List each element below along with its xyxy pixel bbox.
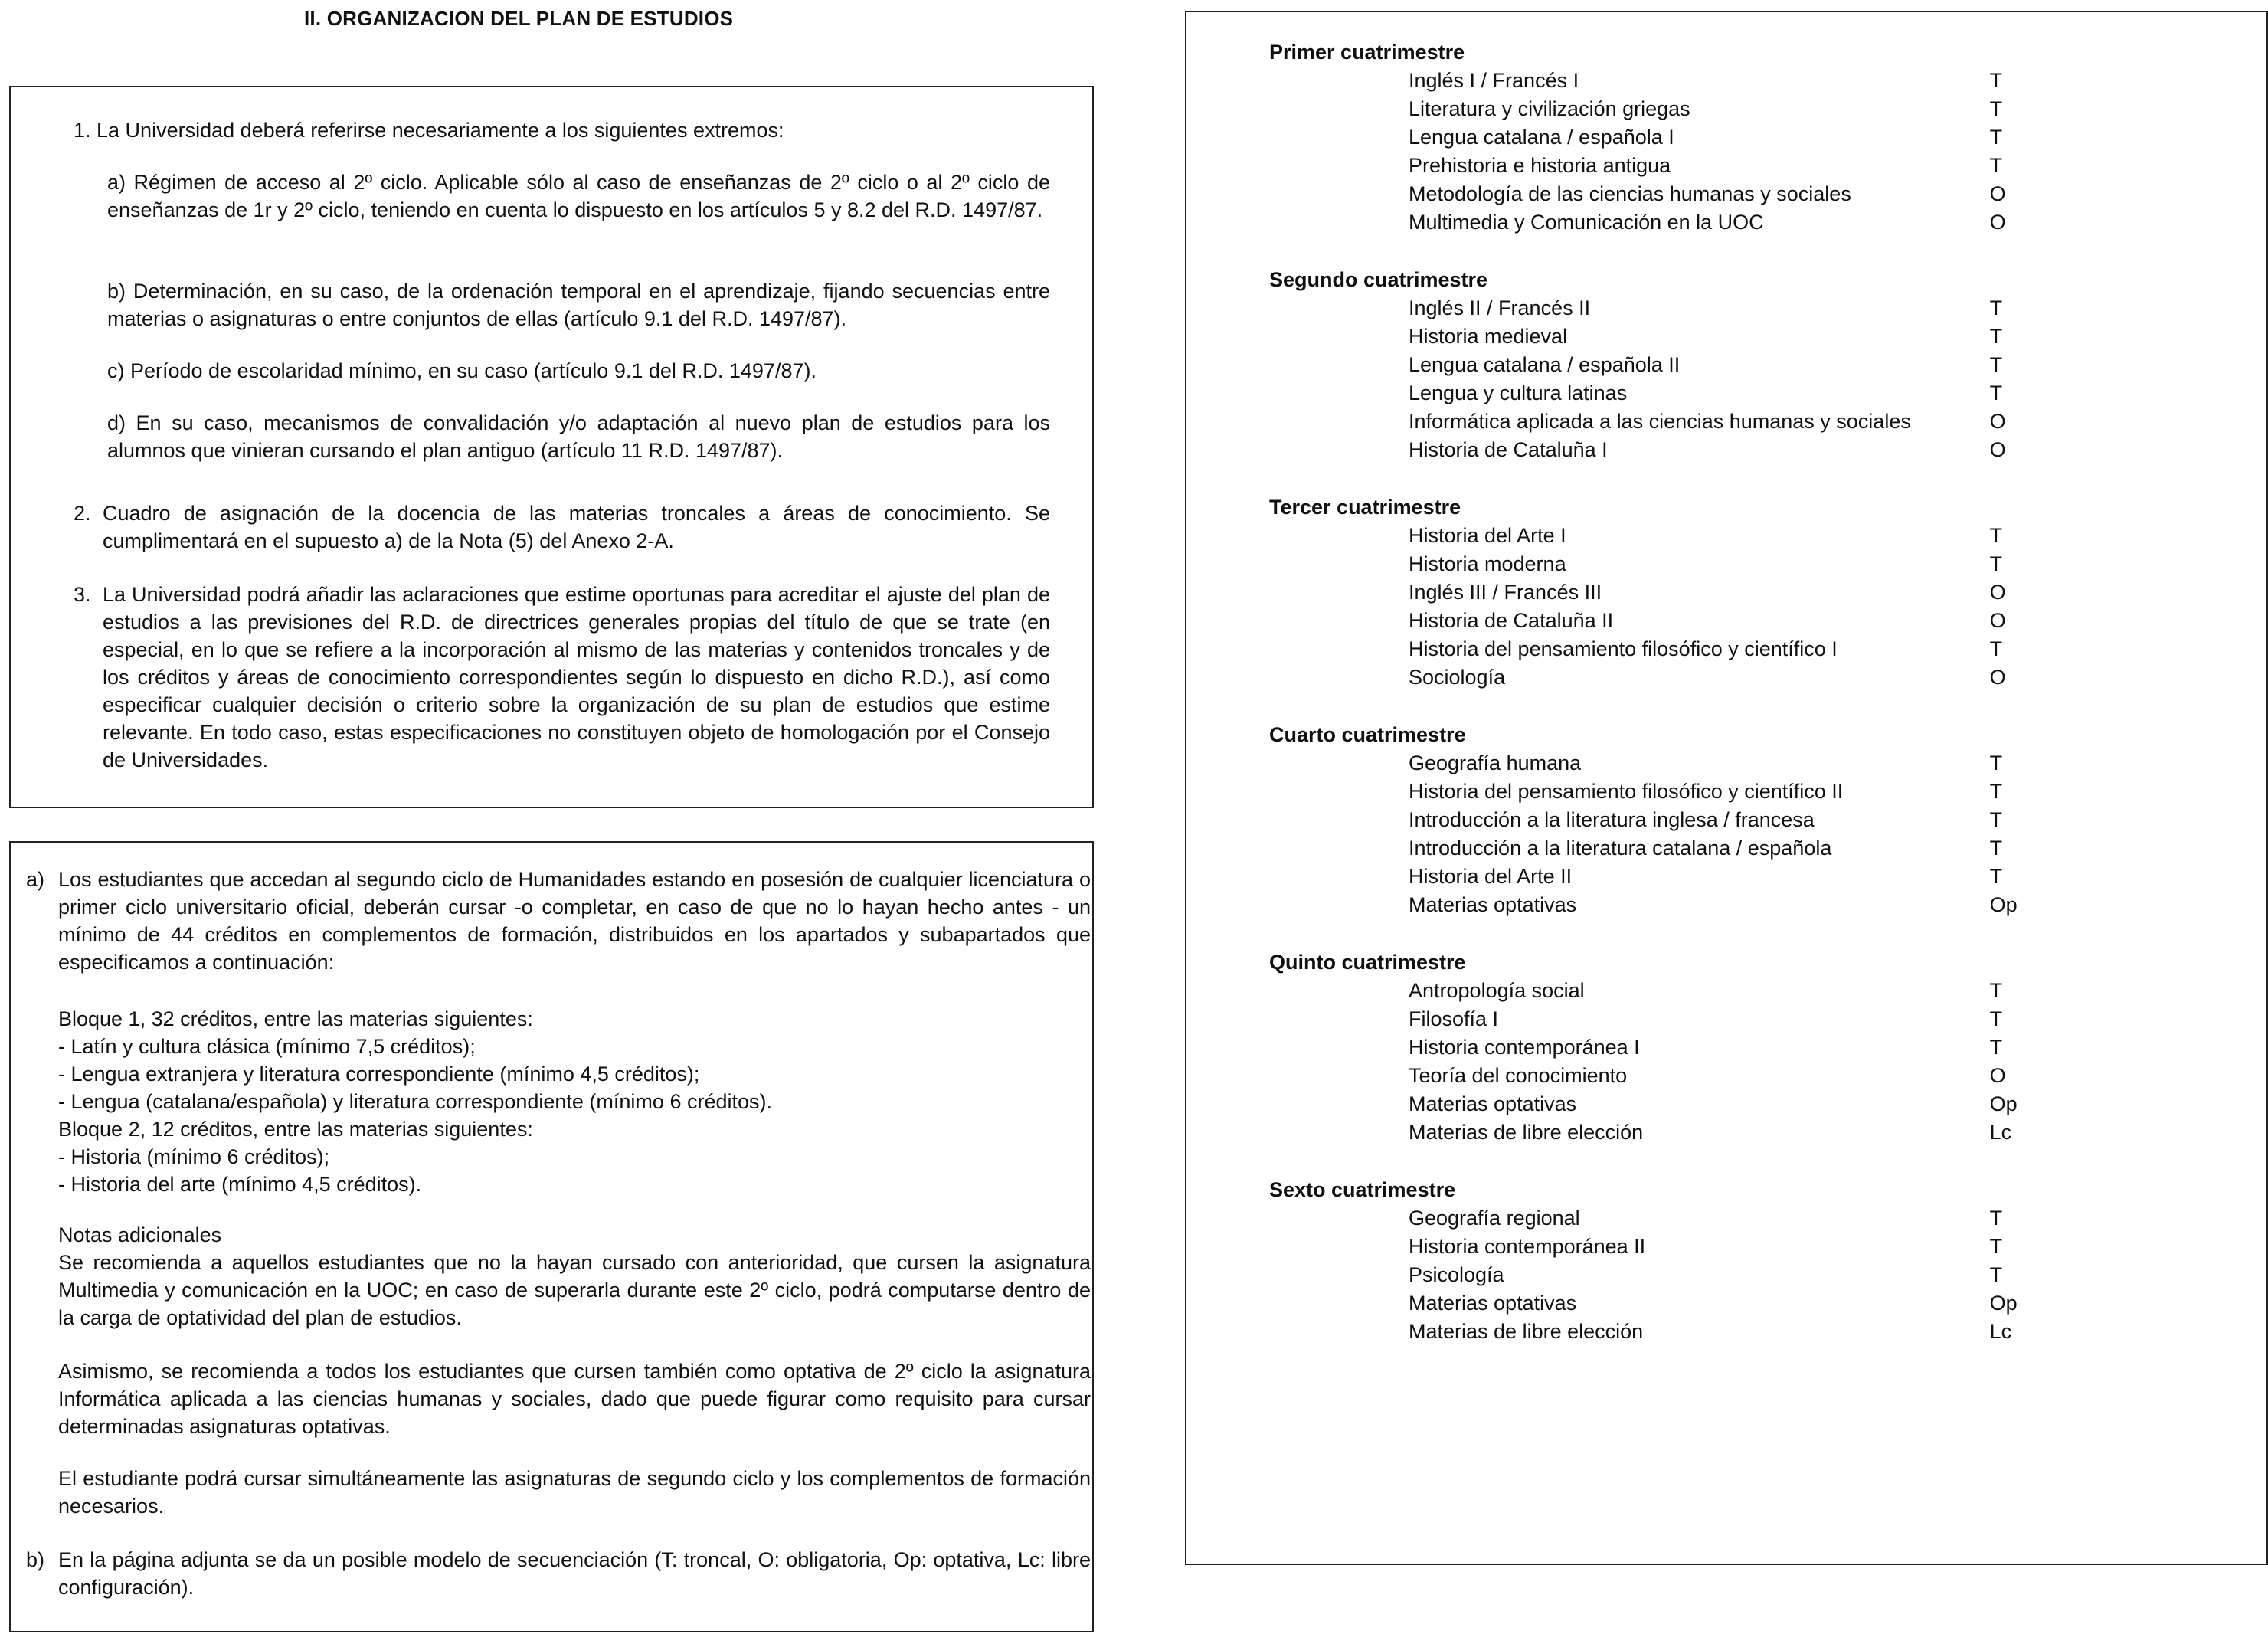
- course-type: T: [1989, 1235, 2003, 1258]
- course-type: O: [1989, 666, 2006, 689]
- semester-group: [1269, 266, 2035, 464]
- course-type: T: [1989, 808, 2003, 831]
- course-name: Geografía regional: [1409, 1207, 1580, 1230]
- course-row: [1269, 550, 2035, 578]
- course-row: [1269, 180, 2035, 208]
- blocks-line: - Historia (mínimo 6 créditos);: [58, 1145, 330, 1168]
- note-a-label: a): [26, 868, 45, 891]
- course-row: [1269, 152, 2035, 180]
- course-name: Lengua catalana / española II: [1409, 353, 1681, 376]
- course-name: Psicología: [1409, 1263, 1504, 1286]
- course-row: [1269, 1062, 2035, 1090]
- course-row: [1269, 663, 2035, 692]
- course-type: Lc: [1989, 1320, 2012, 1343]
- item-3-number: 3.: [74, 583, 91, 606]
- course-type: Op: [1989, 1092, 2018, 1115]
- course-row: [1269, 351, 2035, 379]
- course-row: [1269, 749, 2035, 778]
- course-name: Historia del pensamiento filosófico y científico II: [1409, 780, 1844, 803]
- note-2: Asimismo, se recomienda a todos los estudiantes que cursen también como optativa de 2º ciclo la asignatura Informática aplicada a las ciencias humanas y sociales, dado que puede figurar como requisito para cursar determinadas asignaturas optativas.: [58, 1360, 1091, 1438]
- course-row: [1269, 123, 2035, 152]
- instruction-c: c) Período de escolaridad mínimo, en su caso (artículo 9.1 del R.D. 1497/87).: [107, 359, 817, 382]
- course-row: [1269, 294, 2035, 323]
- course-type: T: [1989, 353, 2003, 376]
- course-type: O: [1989, 410, 2006, 433]
- semester-title: Segundo cuatrimestre: [1269, 268, 1488, 291]
- course-name: Lengua y cultura latinas: [1409, 381, 1628, 404]
- course-name: Literatura y civilización griegas: [1409, 97, 1690, 120]
- semester-title: Primer cuatrimestre: [1269, 41, 1465, 64]
- course-row: [1269, 522, 2035, 550]
- course-type: O: [1989, 609, 2006, 632]
- course-name: Historia contemporánea II: [1409, 1235, 1646, 1258]
- blocks-line: - Historia del arte (mínimo 4,5 créditos).: [58, 1173, 422, 1196]
- course-row: [1269, 977, 2035, 1005]
- course-row: [1269, 323, 2035, 351]
- course-name: Lengua catalana / española I: [1409, 126, 1674, 149]
- course-type: T: [1989, 752, 2003, 774]
- course-name: Historia del Arte II: [1409, 865, 1573, 888]
- course-name: Introducción a la literatura inglesa / francesa: [1409, 808, 1815, 831]
- note-b-label: b): [26, 1548, 45, 1571]
- course-row: [1269, 436, 2035, 464]
- access-notes-box: [9, 841, 1094, 1632]
- course-type: O: [1989, 211, 2006, 234]
- course-name: Introducción a la literatura catalana / española: [1409, 837, 1832, 860]
- page-title: II. ORGANIZACION DEL PLAN DE ESTUDIOS: [304, 7, 734, 30]
- course-type: O: [1989, 182, 2006, 205]
- course-name: Multimedia y Comunicación en la UOC: [1409, 211, 1764, 234]
- notes-title: Notas adicionales: [58, 1223, 222, 1246]
- instructions-box: [9, 86, 1094, 808]
- course-name: Historia medieval: [1409, 325, 1568, 348]
- course-row: [1269, 1233, 2035, 1261]
- course-type: T: [1989, 865, 2003, 888]
- instruction-a: a) Régimen de acceso al 2º ciclo. Aplicable sólo al caso de enseñanzas de 2º ciclo o al 2º ciclo de enseñanzas de 1r y 2º ciclo, teniendo en cuenta lo dispuesto en los artículos 5 y 8.2 del R.D. 1497/87.: [107, 171, 1050, 221]
- course-type: T: [1989, 979, 2003, 1002]
- course-name: Geografía humana: [1409, 752, 1582, 774]
- blocks-line: - Latín y cultura clásica (mínimo 7,5 créditos);: [58, 1035, 476, 1058]
- course-row: [1269, 863, 2035, 891]
- course-row: [1269, 95, 2035, 123]
- semester-group: [1269, 721, 2035, 919]
- course-name: Historia de Cataluña I: [1409, 438, 1608, 461]
- course-type: T: [1989, 1207, 2003, 1230]
- item-2-number: 2.: [74, 502, 91, 525]
- course-type: T: [1989, 524, 2003, 547]
- semester-title: Quinto cuatrimestre: [1269, 951, 1466, 974]
- course-name: Historia del pensamiento filosófico y científico I: [1409, 637, 1838, 660]
- course-row: [1269, 1318, 2035, 1346]
- course-name: Inglés III / Francés III: [1409, 581, 1602, 604]
- course-type: O: [1989, 438, 2006, 461]
- semester-group: [1269, 1176, 2035, 1346]
- semester-title: Tercer cuatrimestre: [1269, 496, 1461, 519]
- course-type: T: [1989, 780, 2003, 803]
- note-b-text: En la página adjunta se da un posible modelo de secuenciación (T: troncal, O: obligatoria, Op: optativa, Lc: libre configuración).: [58, 1548, 1091, 1599]
- course-row: [1269, 1005, 2035, 1033]
- instruction-d: d) En su caso, mecanismos de convalidación y/o adaptación al nuevo plan de estudios para los alumnos que vinieran cursando el plan antiguo (artículo 11 R.D. 1497/87).: [107, 411, 1050, 462]
- course-type: O: [1989, 1064, 2006, 1087]
- course-type: T: [1989, 126, 2003, 149]
- course-name: Materias de libre elección: [1409, 1320, 1644, 1343]
- course-name: Historia moderna: [1409, 552, 1566, 575]
- course-name: Historia contemporánea I: [1409, 1036, 1640, 1059]
- course-name: Historia del Arte I: [1409, 524, 1566, 547]
- course-row: [1269, 834, 2035, 863]
- item-3-text: La Universidad podrá añadir las aclaraciones que estime oportunas para acreditar el ajuste del plan de estudios a las previsiones del R.D. de directrices generales propias del título de que se trate (en especial, en lo que se refiere a la incorporación al mismo de las materias y contenidos troncales y de los créditos y áreas de conocimiento correspondientes según lo dispuesto en dicho R.D.), así como especificar cualquier decisión o criterio sobre la organización de su plan de estudios que estime relevante. En todo caso, estas especificaciones no constituyen objeto de homologación por el Consejo de Universidades.: [103, 583, 1050, 771]
- course-row: [1269, 578, 2035, 607]
- course-type: T: [1989, 552, 2003, 575]
- course-name: Prehistoria e historia antigua: [1409, 154, 1671, 177]
- course-name: Inglés I / Francés I: [1409, 69, 1579, 92]
- note-3: El estudiante podrá cursar simultáneamente las asignaturas de segundo ciclo y los complementos de formación necesarios.: [58, 1467, 1091, 1518]
- semester-group: [1269, 493, 2035, 692]
- course-row: [1269, 67, 2035, 95]
- sequence-schedule: [1269, 38, 2035, 1375]
- course-row: [1269, 379, 2035, 408]
- course-type: Op: [1989, 1292, 2018, 1315]
- course-row: [1269, 1289, 2035, 1318]
- course-name: Historia de Cataluña II: [1409, 609, 1614, 632]
- item-2-text: Cuadro de asignación de la docencia de las materias troncales a áreas de conocimiento. Se cumplimentará en el supuesto a) de la Nota (5) del Anexo 2-A.: [103, 502, 1050, 552]
- course-row: [1269, 806, 2035, 834]
- course-name: Antropología social: [1409, 979, 1585, 1002]
- course-name: Materias optativas: [1409, 1092, 1577, 1115]
- course-type: T: [1989, 1007, 2003, 1030]
- course-type: T: [1989, 97, 2003, 120]
- course-type: Lc: [1989, 1121, 2012, 1144]
- course-name: Materias optativas: [1409, 893, 1577, 916]
- semester-title: Cuarto cuatrimestre: [1269, 723, 1466, 746]
- blocks-line: Bloque 1, 32 créditos, entre las materias siguientes:: [58, 1007, 533, 1030]
- semester-title: Sexto cuatrimestre: [1269, 1178, 1456, 1201]
- course-type: T: [1989, 325, 2003, 348]
- course-name: Sociología: [1409, 666, 1506, 689]
- instructions-intro: 1. La Universidad deberá referirse necesariamente a los siguientes extremos:: [74, 119, 784, 142]
- course-row: [1269, 1033, 2035, 1062]
- course-row: [1269, 1261, 2035, 1289]
- course-name: Informática aplicada a las ciencias humanas y sociales: [1409, 410, 1911, 433]
- course-type: O: [1989, 581, 2006, 604]
- course-type: T: [1989, 837, 2003, 860]
- course-name: Materias de libre elección: [1409, 1121, 1644, 1144]
- course-type: T: [1989, 637, 2003, 660]
- course-type: T: [1989, 381, 2003, 404]
- course-type: T: [1989, 296, 2003, 319]
- instruction-b: b) Determinación, en su caso, de la ordenación temporal en el aprendizaje, fijando secuencias entre materias o asignaturas o entre conjuntos de ellas (artículo 9.1 del R.D. 1497/87).: [107, 280, 1050, 330]
- course-row: [1269, 778, 2035, 806]
- course-row: [1269, 891, 2035, 919]
- course-type: T: [1989, 1036, 2003, 1059]
- blocks-line: - Lengua (catalana/española) y literatura correspondiente (mínimo 6 créditos).: [58, 1090, 772, 1113]
- course-row: [1269, 408, 2035, 436]
- course-type: Op: [1989, 893, 2018, 916]
- course-name: Materias optativas: [1409, 1292, 1577, 1315]
- note-1: Se recomienda a aquellos estudiantes que no la hayan cursado con anterioridad, que cursen la asignatura Multimedia y comunicación en la UOC; en caso de superarla durante este 2º ciclo, podrá computarse dentro de la carga de optatividad del plan de estudios.: [58, 1251, 1091, 1329]
- blocks-line: - Lengua extranjera y literatura correspondiente (mínimo 4,5 créditos);: [58, 1063, 700, 1086]
- course-row: [1269, 208, 2035, 237]
- course-name: Teoría del conocimiento: [1409, 1064, 1628, 1087]
- note-a-text: Los estudiantes que accedan al segundo ciclo de Humanidades estando en posesión de cualquier licenciatura o primer ciclo universitario oficial, deberán cursar -o completar, en caso de que no lo hayan hecho antes - un mínimo de 44 créditos en complementos de formación, distribuidos en los apartados y subapartados que especificamos a continuación:: [58, 868, 1091, 974]
- blocks-list: [58, 1005, 1091, 1198]
- course-name: Filosofía I: [1409, 1007, 1499, 1030]
- semester-group: [1269, 948, 2035, 1147]
- course-row: [1269, 1118, 2035, 1147]
- blocks-line: Bloque 2, 12 créditos, entre las materias siguientes:: [58, 1118, 533, 1141]
- course-row: [1269, 1090, 2035, 1118]
- course-row: [1269, 635, 2035, 663]
- semester-group: [1269, 38, 2035, 237]
- course-row: [1269, 1204, 2035, 1233]
- course-type: T: [1989, 69, 2003, 92]
- course-row: [1269, 607, 2035, 635]
- course-name: Inglés II / Francés II: [1409, 296, 1591, 319]
- course-name: Metodología de las ciencias humanas y sociales: [1409, 182, 1851, 205]
- course-type: T: [1989, 1263, 2003, 1286]
- course-type: T: [1989, 154, 2003, 177]
